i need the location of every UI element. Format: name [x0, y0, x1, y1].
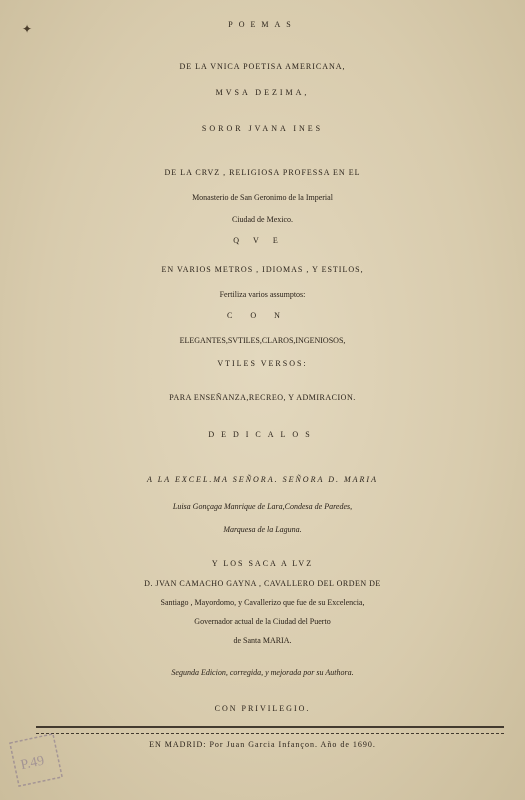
description-line-3: ELEGANTES,SVTILES,CLAROS,INGENIOSOS, — [179, 336, 346, 345]
publisher-line-4: de Santa MARIA. — [233, 636, 292, 645]
publisher-line-3: Governador actual de la Ciudad del Puerto — [194, 617, 331, 626]
author-line-1: DE LA CRVZ , RELIGIOSA PROFESSA EN EL — [164, 168, 361, 177]
que-heading: QVE — [233, 236, 292, 245]
publisher-line-1: D. JVAN CAMACHO GAYNA , CAVALLERO DEL ORDEN DE — [144, 579, 381, 588]
dedicatee-line-1: A LA EXCEL.MA SEÑORA. SEÑORA D. MARIA — [147, 475, 378, 484]
description-line-2: Fertiliza varios assumptos: — [219, 290, 306, 299]
dedicatee-line-3: Marquesa de la Laguna. — [223, 525, 302, 534]
author-name: SOROR JVANA INES — [201, 124, 324, 133]
description-line-4: VTILES VERSOS: — [217, 359, 308, 368]
publisher-line-2: Santiago , Mayordomo, y Cavallerizo que fue de su Excelencia, — [160, 598, 365, 607]
dedicatee-line-2: Luisa Gonçaga Manrique de Lara,Condesa de Paredes, — [172, 502, 353, 511]
stamp-text: P.49 — [19, 753, 46, 774]
purpose-line: PARA ENSEÑANZA,RECREO, Y ADMIRACION. — [169, 393, 356, 402]
edition-note: Segunda Edicion, corregida, y mejorada por su Authora. — [171, 668, 354, 677]
author-line-3: Ciudad de Mexico. — [231, 215, 294, 224]
author-line-2: Monasterio de San Geronimo de la Imperial — [192, 193, 333, 202]
subtitle-line-2: MVSA DEZIMA, — [215, 88, 310, 97]
con-heading: CON — [227, 311, 298, 320]
library-stamp-icon — [8, 730, 68, 790]
ink-speck-icon: ✦ — [22, 22, 33, 36]
imprint-line: EN MADRID: Por Juan Garcia Infançon. Año de 1690. — [149, 740, 376, 749]
ornamental-rule — [36, 726, 504, 734]
subtitle-line-1: DE LA VNICA POETISA AMERICANA, — [179, 62, 346, 71]
privilege-line: CON PRIVILEGIO. — [214, 704, 311, 713]
book-title: POEMAS — [228, 20, 297, 29]
description-line-1: EN VARIOS METROS , IDIOMAS , Y ESTILOS, — [161, 265, 364, 274]
publisher-heading: Y LOS SACA A LVZ — [211, 559, 314, 568]
dedication-heading: DEDICALOS — [208, 430, 317, 439]
